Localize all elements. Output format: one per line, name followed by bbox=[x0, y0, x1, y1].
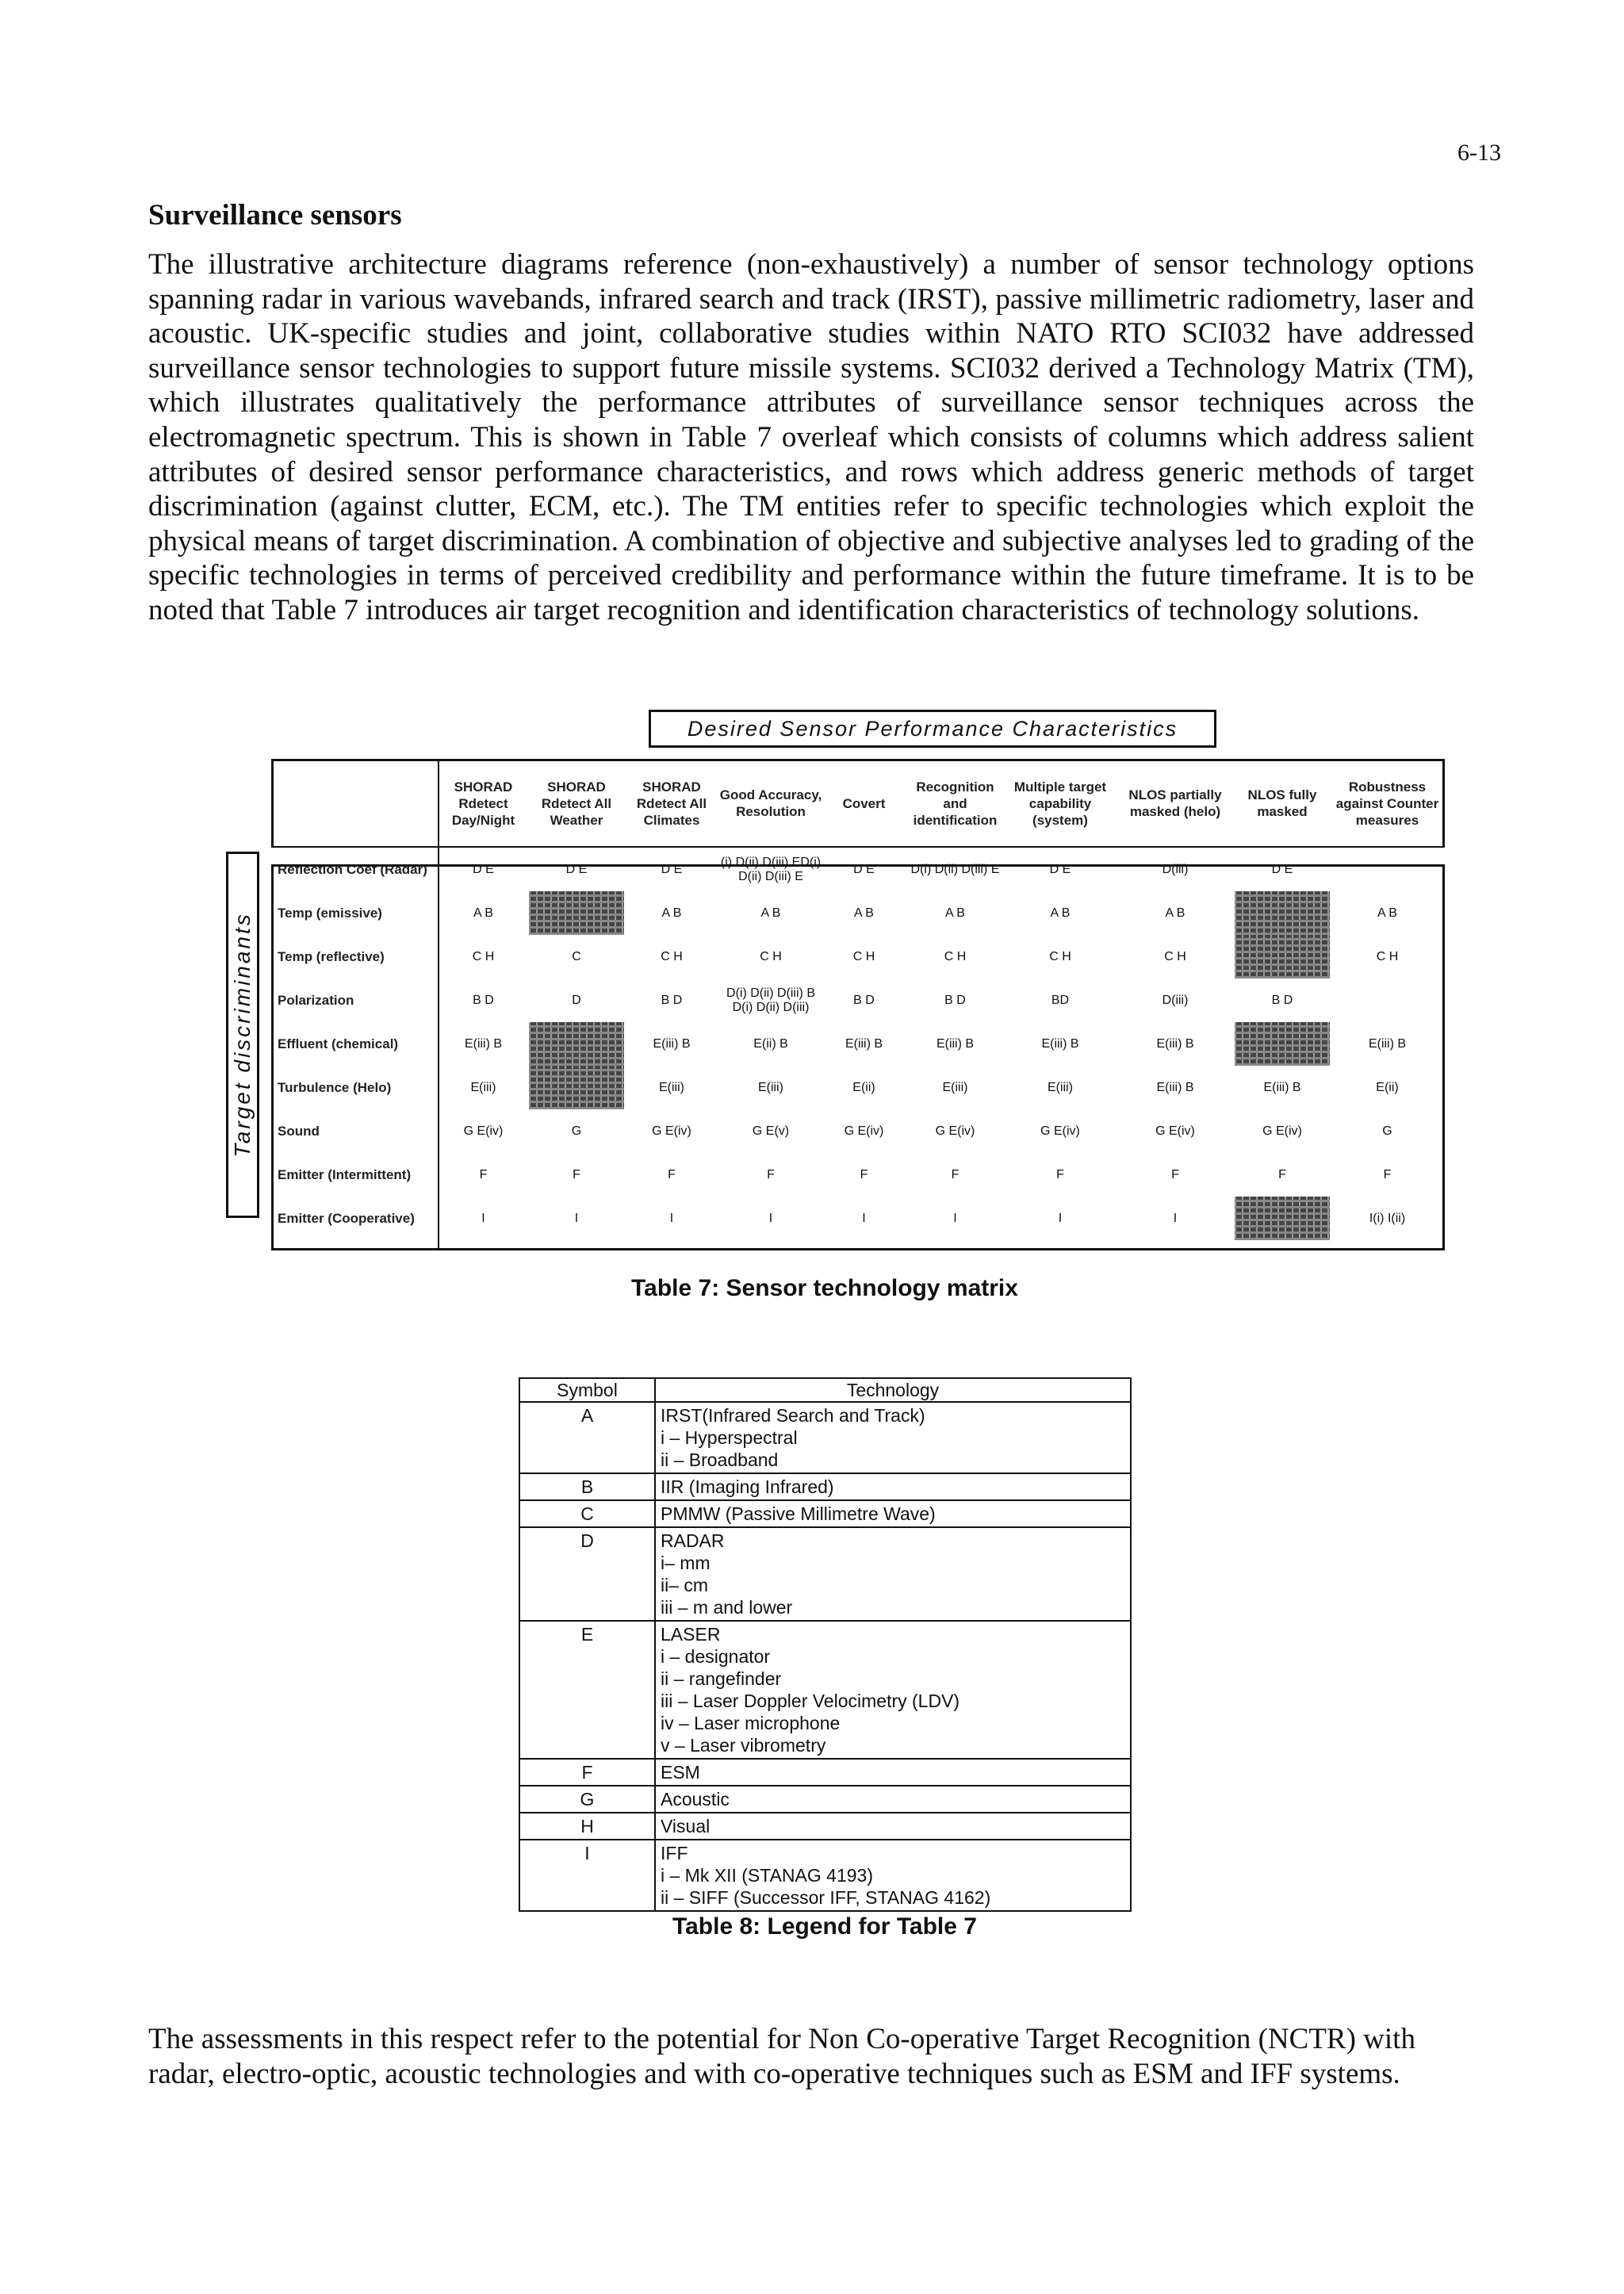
legend-technology bbox=[655, 1786, 1131, 1813]
legend-technology bbox=[655, 1813, 1131, 1840]
legend-row bbox=[519, 1786, 1131, 1813]
matrix-cell: I bbox=[768, 1211, 773, 1225]
matrix-cell: E(ii) bbox=[1376, 1080, 1399, 1094]
legend-technology bbox=[655, 1840, 1131, 1911]
matrix-cell: D E bbox=[1049, 862, 1071, 876]
legend-row bbox=[519, 1473, 1131, 1500]
legend-line: v – Laser vibrometry bbox=[661, 1735, 826, 1756]
table8-caption: Table 8: Legend for Table 7 bbox=[672, 1913, 977, 1940]
hatch-pattern bbox=[1235, 1022, 1330, 1066]
matrix-cell: D E bbox=[1271, 862, 1293, 876]
legend-technology bbox=[655, 1473, 1131, 1500]
hatch-pattern bbox=[529, 1022, 624, 1066]
matrix-cell: I bbox=[1058, 1211, 1063, 1225]
matrix-row bbox=[271, 1109, 1445, 1153]
legend-line: IIR (Imaging Infrared) bbox=[661, 1476, 834, 1497]
matrix-hatched-cell bbox=[529, 1066, 624, 1109]
intro-paragraph: The illustrative architecture diagrams reference (non-exhaustively) a number of sensor technology options spanning radar in various wavebands, infrared search and track (IRST), passive millimetric radiometry, laser and acoustic. UK-specific studies and joint, collaborative studies within NATO RTO SCI032 have addressed surveillance sensor technologies to support future missile systems. SCI032 derived a Technology Matrix (TM), which illustrates qualitatively the performance attributes of surveillance sensor techniques across the electromagnetic spectrum. This is shown in Table 7 overleaf which consists of columns which address salient attributes of desired sensor performance characteristics, and rows which address generic methods of target discrimination (against clutter, ECM, etc.). The TM entities refer to specific technologies which exploit the physical means of target discrimination. A combination of objective and subjective analyses led to grading of the specific technologies in terms of perceived credibility and performance within the future timeframe. It is to be noted that Table 7 introduces air target recognition and identification characteristics of technology solutions. bbox=[148, 248, 1474, 626]
matrix-cell: B D bbox=[853, 993, 875, 1007]
legend-line: iii – Laser Doppler Velocimetry (LDV) bbox=[661, 1691, 960, 1711]
matrix-cell: B D bbox=[1271, 993, 1293, 1007]
legend-symbol: H bbox=[519, 1813, 655, 1840]
legend-row bbox=[519, 1813, 1131, 1840]
matrix-cell: I(i) I(ii) bbox=[1369, 1211, 1406, 1225]
legend-line: ii – rangefinder bbox=[661, 1668, 782, 1689]
matrix-cell: E(iii) B bbox=[1263, 1080, 1301, 1094]
matrix-cell: E(ii) bbox=[852, 1080, 875, 1094]
legend-technology bbox=[655, 1402, 1131, 1473]
matrix-cell: D E bbox=[473, 862, 494, 876]
legend-line: iv – Laser microphone bbox=[661, 1713, 841, 1733]
matrix-row-label: Sound bbox=[278, 1123, 320, 1139]
matrix-row-label: Reflection Coef (Radar) bbox=[278, 861, 427, 877]
matrix-cell: F bbox=[1278, 1167, 1286, 1181]
legend-line: RADAR bbox=[661, 1530, 725, 1551]
legend-symbol: C bbox=[519, 1500, 655, 1527]
matrix-cell: G E(iv) bbox=[463, 1124, 504, 1138]
matrix-cell: I bbox=[669, 1211, 674, 1225]
legend-technology bbox=[655, 1527, 1131, 1621]
matrix-cell: F bbox=[573, 1167, 580, 1181]
matrix-cell: C H bbox=[472, 949, 495, 963]
target-discriminants-box bbox=[226, 852, 259, 1218]
matrix-cell: D E bbox=[853, 862, 875, 876]
matrix-row-label: Temp (emissive) bbox=[278, 905, 382, 921]
matrix-column-header: Recognition and identification bbox=[913, 779, 998, 828]
matrix-row-label: Turbulence (Helo) bbox=[278, 1079, 392, 1095]
matrix-cell: C H bbox=[661, 949, 683, 963]
matrix-cell: G bbox=[1382, 1124, 1392, 1138]
matrix-row-label: Emitter (Intermittent) bbox=[278, 1166, 412, 1182]
legend-row bbox=[519, 1621, 1131, 1759]
matrix-cell: I bbox=[953, 1211, 957, 1225]
matrix-row-label: Polarization bbox=[278, 992, 354, 1008]
matrix-cell: E(iii) bbox=[1048, 1080, 1073, 1094]
matrix-cell: F bbox=[1056, 1167, 1064, 1181]
matrix-cell: E(iii) B bbox=[653, 1036, 691, 1051]
legend-technology bbox=[655, 1759, 1131, 1786]
matrix-cell: G E(iv) bbox=[935, 1124, 975, 1138]
matrix-column-header: SHORAD Rdetect All Climates bbox=[636, 779, 707, 828]
matrix-column-header: NLOS fully masked bbox=[1247, 787, 1317, 819]
hatch-pattern bbox=[1235, 935, 1330, 978]
hatch-pattern bbox=[1235, 891, 1330, 935]
matrix-row bbox=[271, 1066, 1445, 1109]
matrix-cell: G E(iv) bbox=[844, 1124, 884, 1138]
matrix-cell: G E(iv) bbox=[1155, 1124, 1195, 1138]
matrix-cell bbox=[1330, 978, 1445, 1022]
matrix-hatched-cell bbox=[1235, 891, 1330, 935]
matrix-row bbox=[271, 1153, 1445, 1197]
matrix-cell: F bbox=[951, 1167, 959, 1181]
matrix-cell: C bbox=[572, 949, 581, 963]
legend-symbol: F bbox=[519, 1759, 655, 1786]
matrix-cell: A B bbox=[661, 906, 682, 920]
matrix-cell: F bbox=[479, 1167, 488, 1181]
legend-line: IRST(Infrared Search and Track) bbox=[661, 1405, 925, 1426]
matrix-label-divider bbox=[438, 759, 439, 1250]
matrix-body bbox=[271, 848, 1445, 1240]
legend-symbol: I bbox=[519, 1840, 655, 1911]
matrix-cell: D(iii) bbox=[1162, 993, 1189, 1007]
legend-line: ESM bbox=[661, 1762, 700, 1783]
matrix-cell: (i) D(ii) D(iii) ED(i) D(ii) D(iii) E bbox=[720, 855, 822, 883]
legend-line: LASER bbox=[661, 1624, 721, 1645]
legend-row bbox=[519, 1527, 1131, 1621]
matrix-cell: F bbox=[860, 1167, 868, 1181]
legend-line: Visual bbox=[661, 1816, 710, 1836]
matrix-row bbox=[271, 848, 1445, 891]
legend-header-symbol: Symbol bbox=[519, 1378, 655, 1402]
matrix-cell: A B bbox=[945, 906, 965, 920]
matrix-cell: D E bbox=[661, 862, 683, 876]
matrix-cell: I bbox=[862, 1211, 866, 1225]
legend-row bbox=[519, 1500, 1131, 1527]
matrix-cell: E(iii) bbox=[758, 1080, 783, 1094]
matrix-cell: E(iii) bbox=[942, 1080, 968, 1094]
closing-paragraph: The assessments in this respect refer to the potential for Non Co-operative Target Recognition (NCTR) with radar, electro-optic, acoustic technologies and with co-operative techniques such as ESM and IFF systems. bbox=[148, 2023, 1415, 2090]
matrix-row bbox=[271, 978, 1445, 1022]
matrix-cell: E(ii) B bbox=[753, 1036, 788, 1051]
matrix-cell: D(iii) bbox=[1162, 862, 1189, 876]
legend-technology bbox=[655, 1621, 1131, 1759]
matrix-cell: A B bbox=[473, 906, 493, 920]
legend-row bbox=[519, 1759, 1131, 1786]
legend-line: i – Hyperspectral bbox=[661, 1427, 798, 1448]
matrix-cell: B D bbox=[944, 993, 966, 1007]
matrix-cell: E(iii) B bbox=[1156, 1080, 1194, 1094]
matrix-cell: A B bbox=[854, 906, 874, 920]
matrix-row bbox=[271, 1022, 1445, 1066]
matrix-column-header: Good Accuracy, Resolution bbox=[719, 787, 822, 819]
matrix-cell: D bbox=[572, 993, 581, 1007]
matrix-cell: C H bbox=[760, 949, 782, 963]
hatch-pattern bbox=[529, 1066, 624, 1109]
matrix-cell: A B bbox=[1050, 906, 1071, 920]
legend-symbol: D bbox=[519, 1527, 655, 1621]
legend-line: i – Mk XII (STANAG 4193) bbox=[661, 1865, 873, 1886]
section-heading: Surveillance sensors bbox=[148, 199, 402, 232]
matrix-corner bbox=[271, 759, 438, 848]
matrix-cell: BD bbox=[1051, 993, 1070, 1007]
matrix-column-header: NLOS partially masked (helo) bbox=[1128, 787, 1222, 819]
table7-caption: Table 7: Sensor technology matrix bbox=[631, 1275, 1018, 1301]
legend-line: i– mm bbox=[661, 1553, 710, 1573]
matrix-hatched-cell bbox=[1235, 1197, 1330, 1240]
matrix-cell: E(iii) bbox=[659, 1080, 684, 1094]
matrix-cell: A B bbox=[760, 906, 781, 920]
matrix-hatched-cell bbox=[529, 1022, 624, 1066]
matrix-cell: G E(iv) bbox=[1262, 1124, 1302, 1138]
matrix-column-header: Covert bbox=[842, 795, 886, 811]
matrix-cell: E(iii) B bbox=[464, 1036, 503, 1051]
matrix-header-title: Desired Sensor Performance Characteristics bbox=[649, 710, 1216, 748]
matrix-cell: I bbox=[481, 1211, 485, 1225]
matrix-column-header: Robustness against Counter measures bbox=[1335, 779, 1439, 828]
matrix-cell: E(iii) B bbox=[1041, 1036, 1079, 1051]
matrix-hatched-cell bbox=[1235, 935, 1330, 978]
legend-line: Acoustic bbox=[661, 1789, 730, 1810]
matrix-cell: I bbox=[574, 1211, 579, 1225]
matrix-row bbox=[271, 891, 1445, 935]
legend-symbol: G bbox=[519, 1786, 655, 1813]
legend-line: i – designator bbox=[661, 1646, 771, 1667]
legend-line: ii– cm bbox=[661, 1575, 709, 1595]
legend-symbol: E bbox=[519, 1621, 655, 1759]
matrix-cell: C H bbox=[1049, 949, 1071, 963]
matrix-column-header: SHORAD Rdetect All Weather bbox=[541, 779, 612, 828]
legend-symbol: B bbox=[519, 1473, 655, 1500]
target-discriminants-label: Target discriminants bbox=[230, 912, 255, 1158]
matrix-cell: A B bbox=[1377, 906, 1397, 920]
matrix-cell: F bbox=[767, 1167, 775, 1181]
matrix-row bbox=[271, 935, 1445, 978]
matrix-cell: F bbox=[1383, 1167, 1392, 1181]
matrix-cell bbox=[1330, 848, 1445, 891]
matrix-cell: D(i) D(ii) D(iii) E bbox=[910, 862, 1000, 876]
matrix-cell: C H bbox=[1376, 949, 1399, 963]
legend-body bbox=[519, 1402, 1131, 1911]
matrix-cell: I bbox=[1173, 1211, 1178, 1225]
hatch-pattern bbox=[1235, 1197, 1330, 1240]
matrix-cell: G bbox=[571, 1124, 582, 1138]
matrix-cell: B D bbox=[661, 993, 683, 1007]
matrix-cell: D(i) D(ii) D(iii) B D(i) D(ii) D(iii) bbox=[726, 986, 815, 1014]
matrix-cell: F bbox=[1171, 1167, 1179, 1181]
legend-line: ii – SIFF (Successor IFF, STANAG 4162) bbox=[661, 1887, 991, 1908]
matrix-cell: F bbox=[668, 1167, 676, 1181]
hatch-pattern bbox=[529, 891, 624, 935]
matrix-cell: G E(iv) bbox=[1040, 1124, 1080, 1138]
legend-table bbox=[519, 1377, 1132, 1912]
matrix-cell: E(iii) B bbox=[845, 1036, 883, 1051]
matrix-cell: E(iii) B bbox=[1368, 1036, 1407, 1051]
matrix-header-row bbox=[271, 759, 1445, 848]
matrix-cell: G E(iv) bbox=[652, 1124, 691, 1138]
legend-row bbox=[519, 1840, 1131, 1911]
matrix-cell: G E(v) bbox=[752, 1124, 790, 1138]
matrix-row-label: Effluent (chemical) bbox=[278, 1036, 399, 1051]
matrix-cell: D E bbox=[565, 862, 588, 876]
legend-line: IFF bbox=[661, 1843, 688, 1863]
legend-header-row bbox=[519, 1378, 1131, 1402]
matrix-cell: E(iii) B bbox=[1156, 1036, 1194, 1051]
legend-header-technology: Technology bbox=[655, 1378, 1131, 1402]
legend-line: iii – m and lower bbox=[661, 1597, 793, 1618]
matrix-row-label: Emitter (Cooperative) bbox=[278, 1210, 415, 1226]
matrix-hatched-cell bbox=[529, 891, 624, 935]
matrix-row-label: Temp (reflective) bbox=[278, 948, 385, 964]
matrix-hatched-cell bbox=[1235, 1022, 1330, 1066]
matrix-cell: B D bbox=[473, 993, 494, 1007]
legend-technology bbox=[655, 1500, 1131, 1527]
matrix-column-header: Multiple target capability (system) bbox=[1013, 779, 1107, 828]
legend-line: ii – Broadband bbox=[661, 1450, 779, 1470]
matrix-cell: C H bbox=[852, 949, 875, 963]
matrix-cell: C H bbox=[1164, 949, 1186, 963]
legend-symbol: A bbox=[519, 1402, 655, 1473]
legend-line: PMMW (Passive Millimetre Wave) bbox=[661, 1503, 936, 1524]
matrix-cell: E(iii) bbox=[470, 1080, 496, 1094]
matrix-cell: E(iii) B bbox=[936, 1036, 975, 1051]
matrix-cell: C H bbox=[944, 949, 967, 963]
matrix-cell: A B bbox=[1165, 906, 1185, 920]
matrix-column-header: SHORAD Rdetect Day/Night bbox=[451, 779, 515, 828]
technology-matrix-table bbox=[271, 759, 1445, 1240]
legend-row bbox=[519, 1402, 1131, 1473]
page-number: 6-13 bbox=[1457, 140, 1501, 166]
matrix-row bbox=[271, 1197, 1445, 1240]
